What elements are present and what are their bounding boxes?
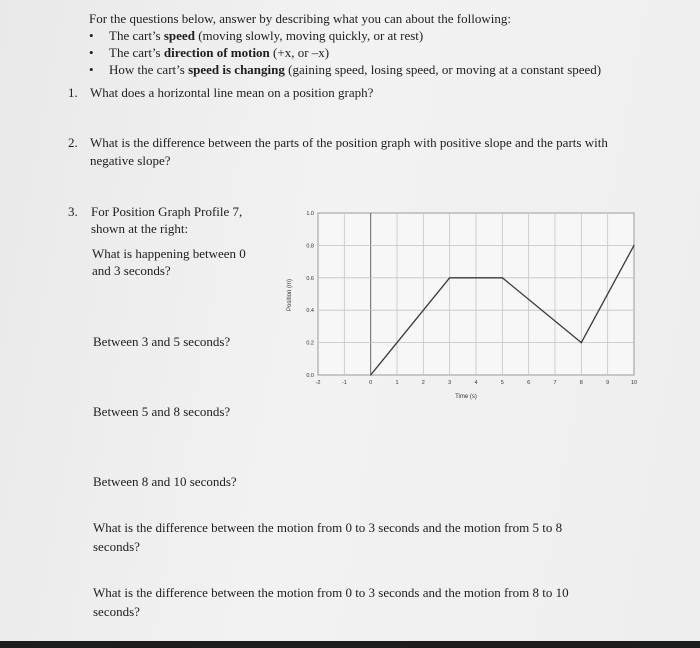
page-bottom-edge xyxy=(0,641,700,648)
series-point xyxy=(581,342,582,343)
series-point xyxy=(449,277,450,278)
y-axis-label: Position (m) xyxy=(287,278,293,312)
y-tick-label: 0.4 xyxy=(306,308,314,315)
intro-text: For the questions below, answer by describing what you can about the following: xyxy=(89,11,511,26)
x-tick-label: 3 xyxy=(448,380,452,386)
bullet-direction: The cart’s direction of motion (+x, or –x) xyxy=(109,45,330,60)
x-tick-label: -2 xyxy=(315,380,321,386)
question-3-line-1: For Position Graph Profile 7, xyxy=(91,204,243,219)
position-graph xyxy=(276,205,640,405)
series-point xyxy=(633,245,634,246)
question-3c: Between 5 and 8 seconds? xyxy=(93,404,231,419)
question-3f-line-2: seconds? xyxy=(93,604,140,619)
question-3a-line-2: and 3 seconds? xyxy=(92,263,171,278)
x-tick-label: 4 xyxy=(474,380,478,386)
x-tick-label: 9 xyxy=(606,380,610,386)
question-1-number: 1. xyxy=(68,85,78,100)
bullet-dot-icon: • xyxy=(89,45,94,60)
x-axis-label: Time (s) xyxy=(455,394,477,400)
x-tick-label: 7 xyxy=(553,380,557,386)
x-tick-label: 1 xyxy=(395,380,399,386)
question-3-line-2: shown at the right: xyxy=(91,221,189,236)
bullet-dot-icon: • xyxy=(89,62,94,77)
x-tick-label: 2 xyxy=(421,380,425,386)
question-3e-line-1: What is the difference between the motion from 0 to 3 seconds and the motion from 5 to 8 xyxy=(93,520,563,535)
bullet-speed-change: How the cart’s speed is changing (gaining speed, losing speed, or moving at a constant speed) xyxy=(109,62,602,77)
x-tick-label: 0 xyxy=(369,380,373,386)
question-2-line-1: What is the difference between the parts of the position graph with positive slope and the parts with xyxy=(90,135,608,150)
y-tick-label: 0.8 xyxy=(306,243,314,250)
series-point xyxy=(370,374,371,375)
series-point xyxy=(502,277,503,278)
question-3d: Between 8 and 10 seconds? xyxy=(93,474,237,489)
question-2-number: 2. xyxy=(68,135,78,150)
y-tick-label: 0.0 xyxy=(306,373,314,379)
bullet-speed: The cart’s speed (moving slowly, moving quickly, or at rest) xyxy=(109,28,424,43)
question-3f-line-1: What is the difference between the motion from 0 to 3 seconds and the motion from 8 to 10 xyxy=(93,585,569,600)
question-2-line-2: negative slope? xyxy=(90,153,171,168)
x-tick-label: 6 xyxy=(527,380,531,386)
question-3b: Between 3 and 5 seconds? xyxy=(93,334,231,349)
y-tick-label: 0.6 xyxy=(306,275,314,282)
x-tick-label: 8 xyxy=(579,380,583,386)
question-3a-line-1: What is happening between 0 xyxy=(92,246,246,261)
question-3e-line-2: seconds? xyxy=(93,539,140,554)
y-tick-label: 1.0 xyxy=(306,211,314,217)
bullet-dot-icon: • xyxy=(89,28,94,43)
x-tick-label: 10 xyxy=(630,380,638,386)
x-tick-label: 5 xyxy=(500,380,504,386)
question-1-text: What does a horizontal line mean on a position graph? xyxy=(90,85,374,100)
y-tick-label: 0.2 xyxy=(306,340,314,347)
question-3-number: 3. xyxy=(68,204,78,219)
x-tick-label: -1 xyxy=(341,380,347,386)
